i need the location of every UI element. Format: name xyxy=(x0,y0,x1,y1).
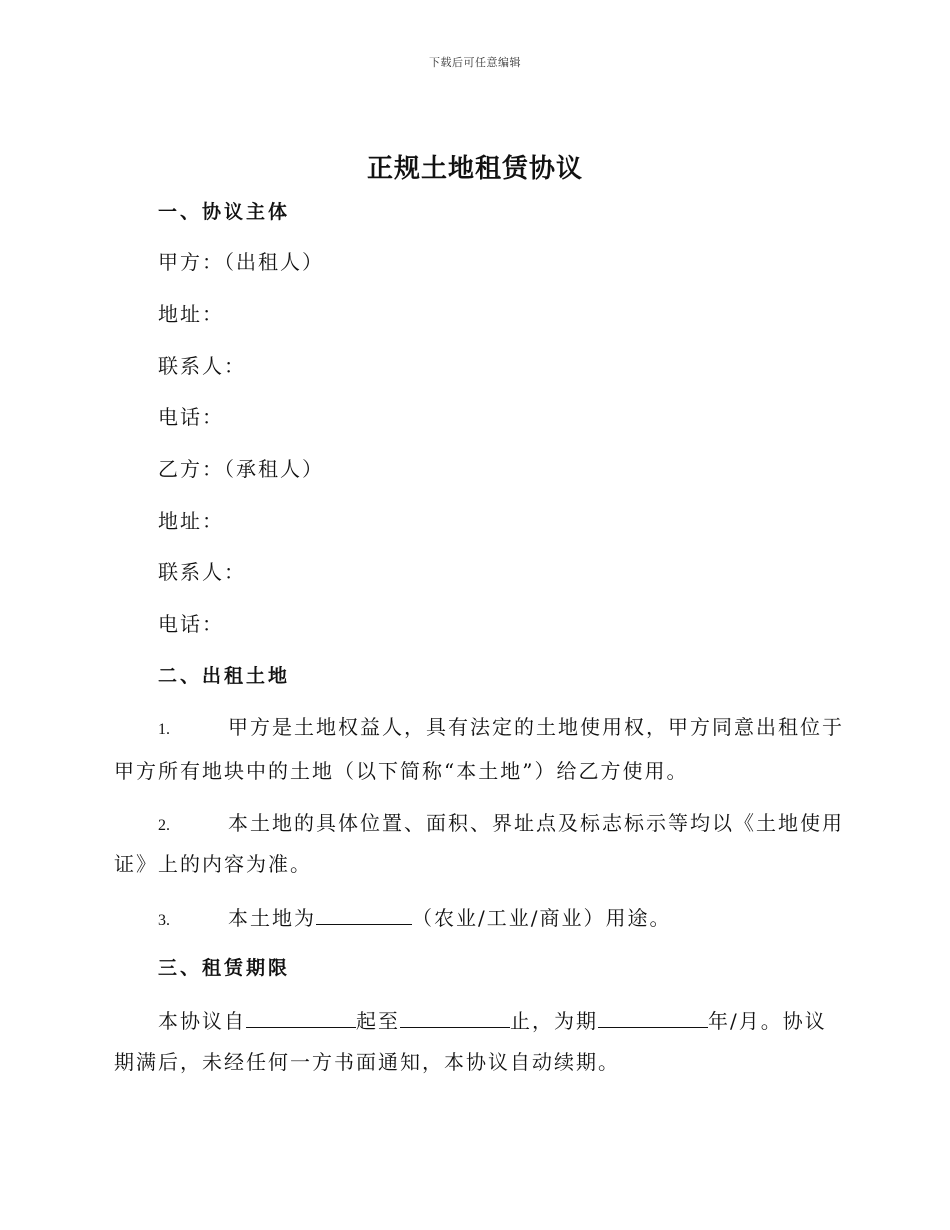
land-item-3-text-post: （农业/工业/商业）用途。 xyxy=(412,906,672,930)
party-a-phone: 电话： xyxy=(158,405,224,429)
term-text-from: 本协议自 xyxy=(158,1009,246,1033)
section-heading-parties: 一、协议主体 xyxy=(158,201,291,223)
term-text-unit: 年/月。协议 xyxy=(708,1009,827,1033)
term-paragraph-first-line xyxy=(158,1005,827,1035)
party-b-address: 地址： xyxy=(158,509,224,533)
land-use-blank xyxy=(316,902,412,925)
party-b-label: 乙方：（承租人） xyxy=(158,457,324,481)
end-date-blank xyxy=(400,1005,510,1028)
land-item-2-text: 本土地的具体位置、面积、界址点及标志标示等均以《土地使用 xyxy=(228,811,844,835)
land-item-3-text-pre: 本土地为 xyxy=(228,906,316,930)
land-item-1-number: 1. xyxy=(158,721,170,738)
section-heading-land: 二、出租土地 xyxy=(158,665,291,687)
land-item-1-text: 甲方是土地权益人，具有法定的土地使用权，甲方同意出租位于 xyxy=(228,715,844,739)
party-b-contact: 联系人： xyxy=(158,560,246,584)
party-a-contact: 联系人： xyxy=(158,354,246,378)
land-item-3-number: 3. xyxy=(158,912,170,929)
land-item-3-line xyxy=(158,902,671,935)
land-item-1-first-line xyxy=(158,713,844,744)
term-paragraph-second-line: 期满后，未经任何一方书面通知，本协议自动续期。 xyxy=(114,1050,620,1074)
header-note: 下载后可任意编辑 xyxy=(429,56,521,69)
section-heading-term: 三、租赁期限 xyxy=(158,957,291,979)
land-item-2-number: 2. xyxy=(158,817,170,834)
land-item-2-second-line: 证》上的内容为准。 xyxy=(114,852,312,876)
party-b-phone: 电话： xyxy=(158,612,224,636)
term-text-to: 起至 xyxy=(356,1009,400,1033)
document-title: 正规土地租赁协议 xyxy=(366,154,583,184)
term-text-duration: 止，为期 xyxy=(510,1009,598,1033)
start-date-blank xyxy=(246,1005,356,1028)
party-a-address: 地址： xyxy=(158,302,224,326)
land-item-2-first-line xyxy=(158,809,844,840)
land-item-1-second-line: 甲方所有地块中的土地（以下简称“本土地”）给乙方使用。 xyxy=(114,759,689,783)
duration-blank xyxy=(598,1005,708,1028)
party-a-label: 甲方：（出租人） xyxy=(158,250,324,274)
